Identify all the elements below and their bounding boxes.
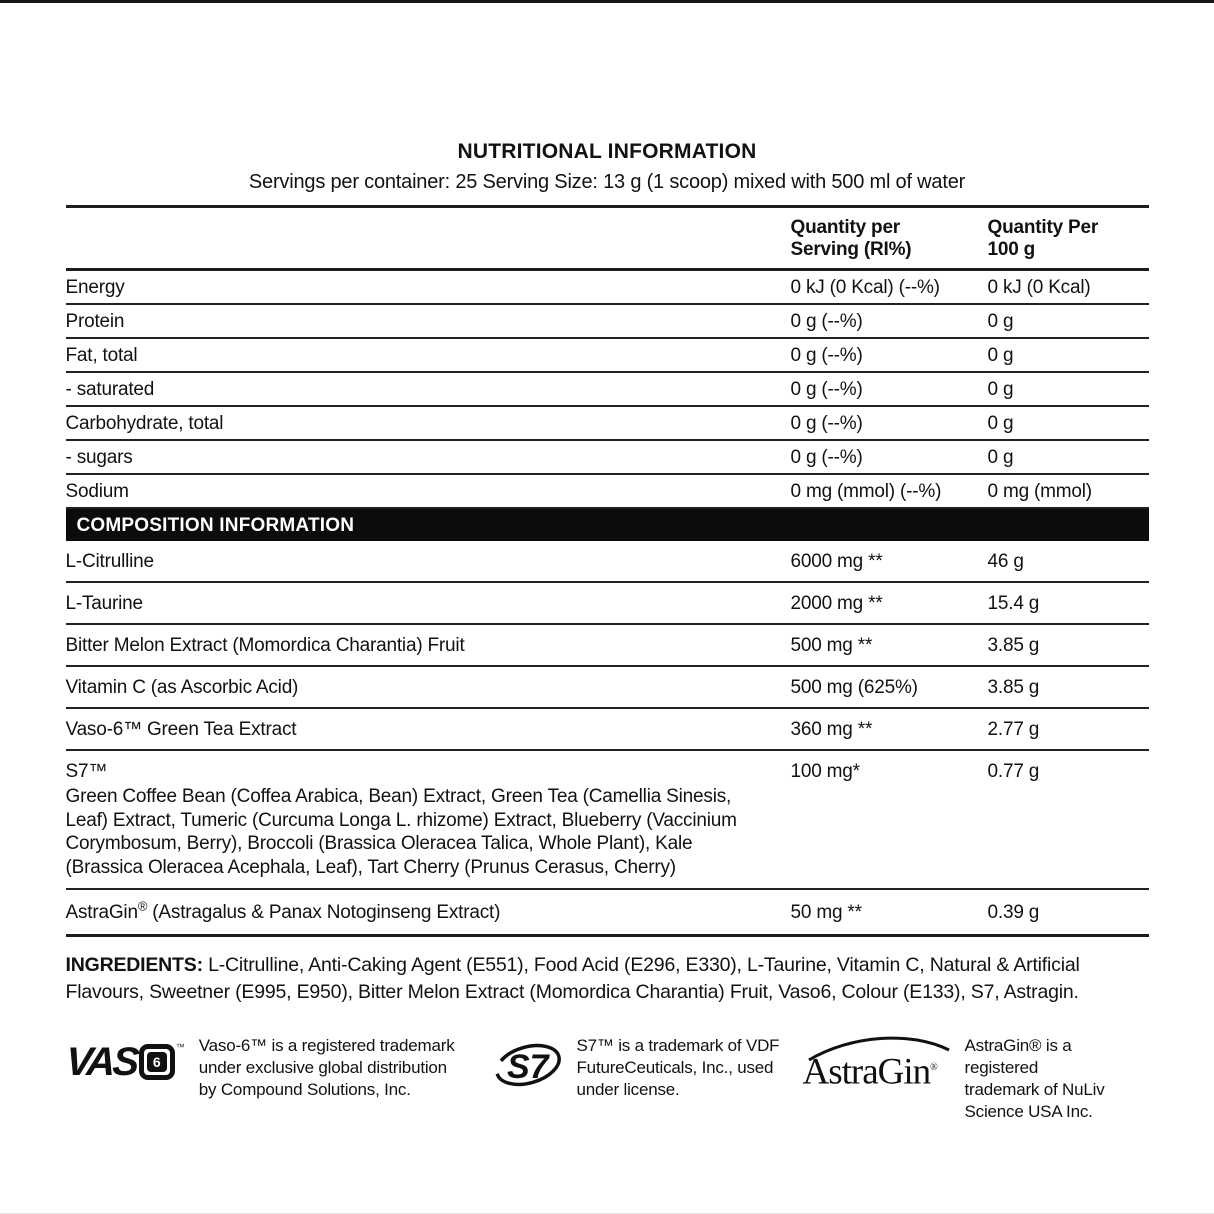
ingredient-name — [66, 761, 791, 879]
col-header-per-100g: Quantity Per 100 g — [987, 217, 1099, 260]
ingredients-label: INGREDIENTS: — [65, 954, 203, 976]
ingredient-name: L-Citrulline — [65, 551, 154, 572]
nutrition-row-carbohydrate — [66, 407, 1149, 441]
ingredient-name: Vaso-6™ Green Tea Extract — [65, 719, 297, 740]
ingredient-per-100g: 15.4 g — [987, 593, 1040, 614]
nutrient-per-serving: 0 g (--%) — [790, 379, 863, 400]
servings-line: Servings per container: 25 Serving Size: 13 g (1 scoop) mixed with 500 ml of water — [248, 171, 966, 193]
nutrient-per-serving: 0 g (--%) — [790, 345, 863, 366]
nutrient-per-serving: 0 mg (mmol) (--%) — [790, 481, 942, 502]
nutrition-row-protein — [66, 305, 1149, 339]
nutrient-name: Carbohydrate, total — [65, 413, 224, 434]
table-header-row — [66, 208, 1149, 271]
ingredient-per-100g: 0.77 g — [987, 761, 1040, 782]
ingredient-per-100g: 3.85 g — [987, 677, 1040, 698]
nutrition-row-fat — [66, 339, 1149, 373]
ingredient-per-serving: 2000 mg ** — [790, 593, 883, 614]
vaso6-trademark-group — [63, 1032, 491, 1101]
nutrition-row-sodium — [66, 475, 1149, 509]
composition-row-astragin — [66, 890, 1149, 937]
nutrient-per-100g: 0 g — [987, 345, 1014, 366]
nutrient-per-100g: 0 g — [987, 447, 1014, 468]
ingredient-per-100g: 3.85 g — [987, 635, 1040, 656]
nutrient-per-100g: 0 g — [987, 413, 1014, 434]
registered-mark: ® — [930, 1062, 937, 1073]
composition-row-taurine — [66, 583, 1149, 625]
nutrient-per-serving: 0 kJ (0 Kcal) (--%) — [790, 277, 940, 298]
composition-row-bitter-melon — [66, 625, 1149, 667]
image-top-border — [0, 0, 1214, 3]
ingredient-name: L-Taurine — [65, 593, 143, 614]
vaso6-trademark-text: Vaso-6™ is a registered trademark under exclusive global distribution by Compound Solutions, Inc. — [198, 1036, 455, 1099]
nutrition-row-sugars — [66, 441, 1149, 475]
nutrient-per-100g: 0 kJ (0 Kcal) — [987, 277, 1091, 298]
ingredient-per-100g: 0.39 g — [987, 902, 1040, 923]
nutrition-label — [63, 0, 1149, 1123]
s7-description: Green Coffee Bean (Coffea Arabica, Bean) Extract, Green Tea (Camellia Sinesis, Leaf) Extract, Tumeric (Curcuma Longa L. rhizome) Extract, Blueberry (Vaccinium Corymbosum, Berry), Broccoli (Brassica Oleracea Talica, Whole Plant), Kale (Brassica Oleracea Acephala, Leaf), Tart Cherry (Prunus Cerasus, Cherry) — [65, 786, 737, 878]
nutrient-per-serving: 0 g (--%) — [790, 447, 863, 468]
ingredient-per-100g: 46 g — [987, 551, 1024, 572]
ingredient-per-serving: 100 mg* — [790, 761, 860, 782]
vaso6-six-box: 6 — [139, 1044, 175, 1080]
astragin-trademark-group — [803, 1032, 1149, 1123]
nutrition-table — [66, 205, 1149, 937]
label-title: NUTRITIONAL INFORMATION — [457, 140, 757, 163]
ingredient-name: AstraGin® (Astragalus & Panax Notoginseng Extract) — [65, 898, 501, 923]
composition-row-s7 — [66, 751, 1149, 890]
astragin-trademark-text: AstraGin® is a registered trademark of NuLiv Science USA Inc. — [964, 1036, 1105, 1121]
nutrient-name: - saturated — [65, 379, 155, 400]
nutrient-per-100g: 0 g — [987, 379, 1014, 400]
ingredient-per-serving: 360 mg ** — [790, 719, 873, 740]
nutrient-per-100g: 0 g — [987, 311, 1014, 332]
nutrient-name: Fat, total — [65, 345, 138, 366]
trademark-symbol: ™ — [175, 1042, 185, 1052]
ingredient-per-serving: 500 mg (625%) — [790, 677, 918, 698]
nutrient-per-serving: 0 g (--%) — [790, 311, 863, 332]
s7-logo — [491, 1032, 565, 1098]
ingredient-name: Vitamin C (as Ascorbic Acid) — [65, 677, 299, 698]
nutrient-per-serving: 0 g (--%) — [790, 413, 863, 434]
composition-row-vitamin-c — [66, 667, 1149, 709]
svg-text:S7: S7 — [506, 1048, 549, 1086]
col-header-per-serving: Quantity per Serving (RI%) — [790, 217, 912, 260]
s7-trademark-text: S7™ is a trademark of VDF FutureCeuticals, Inc., used under license. — [576, 1036, 780, 1099]
ingredient-name: Bitter Melon Extract (Momordica Charantia) Fruit — [65, 635, 465, 656]
composition-row-citrulline — [66, 541, 1149, 583]
ingredient-per-serving: 6000 mg ** — [790, 551, 883, 572]
ingredient-per-serving: 500 mg ** — [790, 635, 873, 656]
nutrition-row-energy — [66, 271, 1149, 305]
s7-name: S7™ — [65, 761, 108, 782]
composition-section-header: COMPOSITION INFORMATION — [66, 509, 1149, 541]
nutrient-name: Protein — [65, 311, 125, 332]
nutrition-row-saturated — [66, 373, 1149, 407]
nutrient-name: - sugars — [65, 447, 133, 468]
vaso6-logo: VAS 6 ™ — [63, 1040, 185, 1084]
nutrient-name: Energy — [65, 277, 125, 298]
registered-mark: ® — [137, 898, 148, 914]
nutrient-name: Sodium — [65, 481, 129, 502]
ingredient-per-serving: 50 mg ** — [790, 902, 862, 923]
nutrient-per-100g: 0 mg (mmol) — [987, 481, 1092, 502]
s7-trademark-group — [491, 1032, 803, 1101]
ingredient-per-100g: 2.77 g — [987, 719, 1040, 740]
ingredients-paragraph: INGREDIENTS: L-Citrulline, Anti-Caking Agent (E551), Food Acid (E296, E330), L-Taurine, Vitamin C, Natural & Artificial Flavours, Sweetner (E995, E950), Bitter Melon Extract (Momordica Charantia) Fruit, Vaso6, Colour (E133), S7, Astragin. — [65, 954, 1080, 1003]
astragin-logo: AstraGin® — [803, 1036, 951, 1102]
composition-row-vaso6 — [66, 709, 1149, 751]
trademark-footer — [63, 1032, 1149, 1123]
